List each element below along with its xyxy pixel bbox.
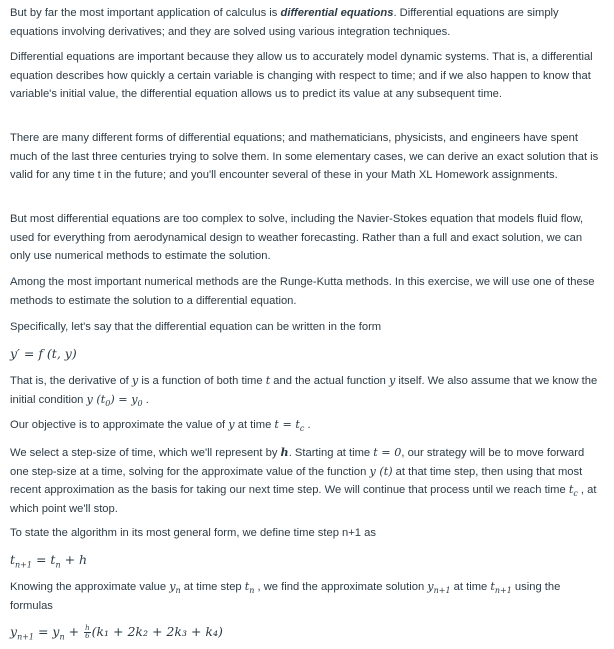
paragraph-complexity: But most differential equations are too complex to solve, including the Navier-Stokes equation that models fluid flow, used for everything from aerodynamical design to weather forecasting. Rather than a full and exact solution, we can only use numerical methods to estimate the solution.: [10, 213, 584, 263]
emphasis-differential-equations: differential equations: [280, 7, 394, 19]
paragraph-derivative-description: That is, the derivative of y is a function of both time t and the actual function y itself. We also assume that we know the initial condition y $(t_0) = y_0$ .: [10, 374, 598, 408]
paragraph-importance: Differential equations are important because they allow us to accurately model dynamic systems. That is, a differential equation describes how quickly a certain variable is changing with respect to time; and if we also happen to know that variable's initial value, the differential equation allows us to predict its value at any subsequent time.: [10, 51, 593, 101]
paragraph-intro: But by far the most important application of calculus is differential equations. Differential equations are simply equations involving derivatives; and they are solved using various integration techniques.: [10, 7, 559, 38]
equation-ode-form: y′ = f (t, y): [10, 346, 77, 361]
paragraph-step-size: We select a step-size of time, which we'll represent by h. Starting at time t = 0, our strategy will be to move forward one step-size at a time, solving for the approximate value of the function y (t) at that time step, then using that most recent approximation as the basis for taking our next time step. We will continue that process until we reach time $t_c$ , at which point we'll stop.: [10, 445, 597, 515]
paragraph-specifically: Specifically, let's say that the differential equation can be written in the form: [10, 321, 382, 333]
paragraph-runge-kutta: Among the most important numerical methods are the Runge-Kutta methods. In this exercise, we will use one of these methods to estimate the solution to a differential equation.: [10, 276, 595, 307]
fraction-h-over-6: $\frac{h}{6}$: [85, 624, 90, 641]
paragraph-approximation: Knowing the approximate value $y_n$ at time step $t_n$ , we find the approximate solution $y_{n+1}$ at time $t_{n+1}$ using the formulas: [10, 580, 561, 612]
equation-time-step: $t_{n+1} = t_n + h$: [10, 552, 88, 570]
paragraph-algorithm-intro: To state the algorithm in its most general form, we define time step n+1 as: [10, 527, 376, 539]
paragraph-objective: Our objective is to approximate the value of y at time $t = t_c$ .: [10, 418, 311, 434]
initial-condition: y $(t_0) = y_0$: [86, 392, 143, 408]
paragraph-forms: There are many different forms of differential equations; and mathematicians, physicists, and engineers have spent much of the last three centuries trying to solve them. In some elementary cases, we can derive an exact solution that is valid for any time t in the future; and you'll encounter several of these in your Math XL Homework assignments.: [10, 132, 599, 182]
equation-runge-kutta-update: $y_{n+1} = y_n$ + $\frac{h}{6}$ (k₁ + 2k₂ + 2k₃ + k₄): [10, 624, 223, 642]
